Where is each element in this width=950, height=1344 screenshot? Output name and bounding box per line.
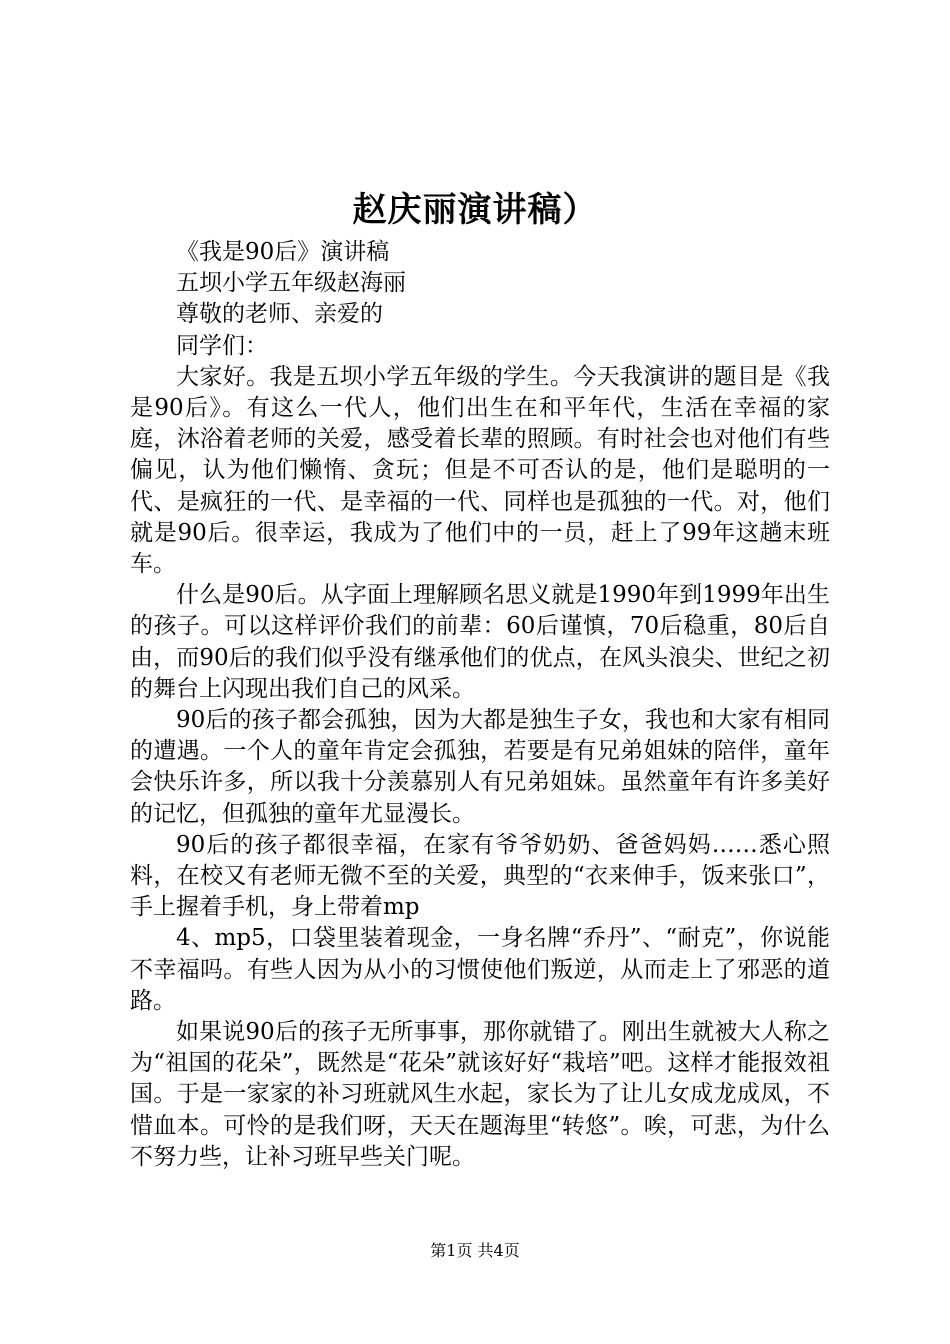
document-title: 赵庆丽演讲稿） [352,190,598,230]
paragraph: 什么是90后。从字面上理解顾名思义就是1990年到1999年出生的孩子。可以这样评价我们的前辈：60后谨慎，70后稳重，80后自由，而90后的我们似乎没有继承他们的优点，在风头浪尖、世纪之初的舞台上闪现出我们自己的风采。 [130,582,830,702]
paragraph: 同学们： [176,332,268,359]
paragraph: 《我是90后》演讲稿 [176,239,390,265]
paragraph: 4、mp5，口袋里装着现金，一身名牌“乔丹”、“耐克”，你说能不幸福吗。有些人因为从小的习惯使他们叛逆，从而走上了邪恶的道路。 [130,925,830,1014]
page-footer [0,1240,950,1262]
paragraph: 90后的孩子都会孤独，因为大都是独生子女，我也和大家有相同的遭遇。一个人的童年肯定会孤独，若要是有兄弟姐妹的陪伴，童年会快乐许多，所以我十分羡慕别人有兄弟姐妹。虽然童年有许多美好的记忆，但孤独的童年尤显漫长。 [130,707,830,827]
paragraph: 如果说90后的孩子无所事事，那你就错了。刚出生就被大人称之为“祖国的花朵”，既然是“花朵”就该好好“栽培”吧。这样才能报效祖国。于是一家家的补习班就风生水起，家长为了让儿女成龙成凤，不惜血本。可怜的是我们呀，天天在题海里“转悠”。唉，可悲，为什么不努力些，让补习班早些关门呢。 [130,1019,830,1170]
page-indicator: 第1页 共4页 [430,1241,520,1260]
paragraph: 五坝小学五年级赵海丽 [176,270,406,297]
paragraph: 90后的孩子都很幸福，在家有爷爷奶奶、爸爸妈妈……悉心照料，在校又有老师无微不至的关爱，典型的“衣来伸手，饭来张口”，手上握着手机，身上带着mp [130,831,830,921]
document-body [130,237,830,1173]
paragraph: 尊敬的老师、亲爱的 [176,301,383,328]
paragraph: 大家好。我是五坝小学五年级的学生。今天我演讲的题目是《我是90后》。有这么一代人，他们出生在和平年代，生活在幸福的家庭，沐浴着老师的关爱，感受着长辈的照顾。有时社会也对他们有些偏见，认为他们懒惰、贪玩；但是不可否认的是，他们是聪明的一代、是疯狂的一代、是幸福的一代、同样也是孤独的一代。对，他们就是90后。很幸运，我成为了他们中的一员，赶上了99年这趟末班车。 [130,363,830,578]
